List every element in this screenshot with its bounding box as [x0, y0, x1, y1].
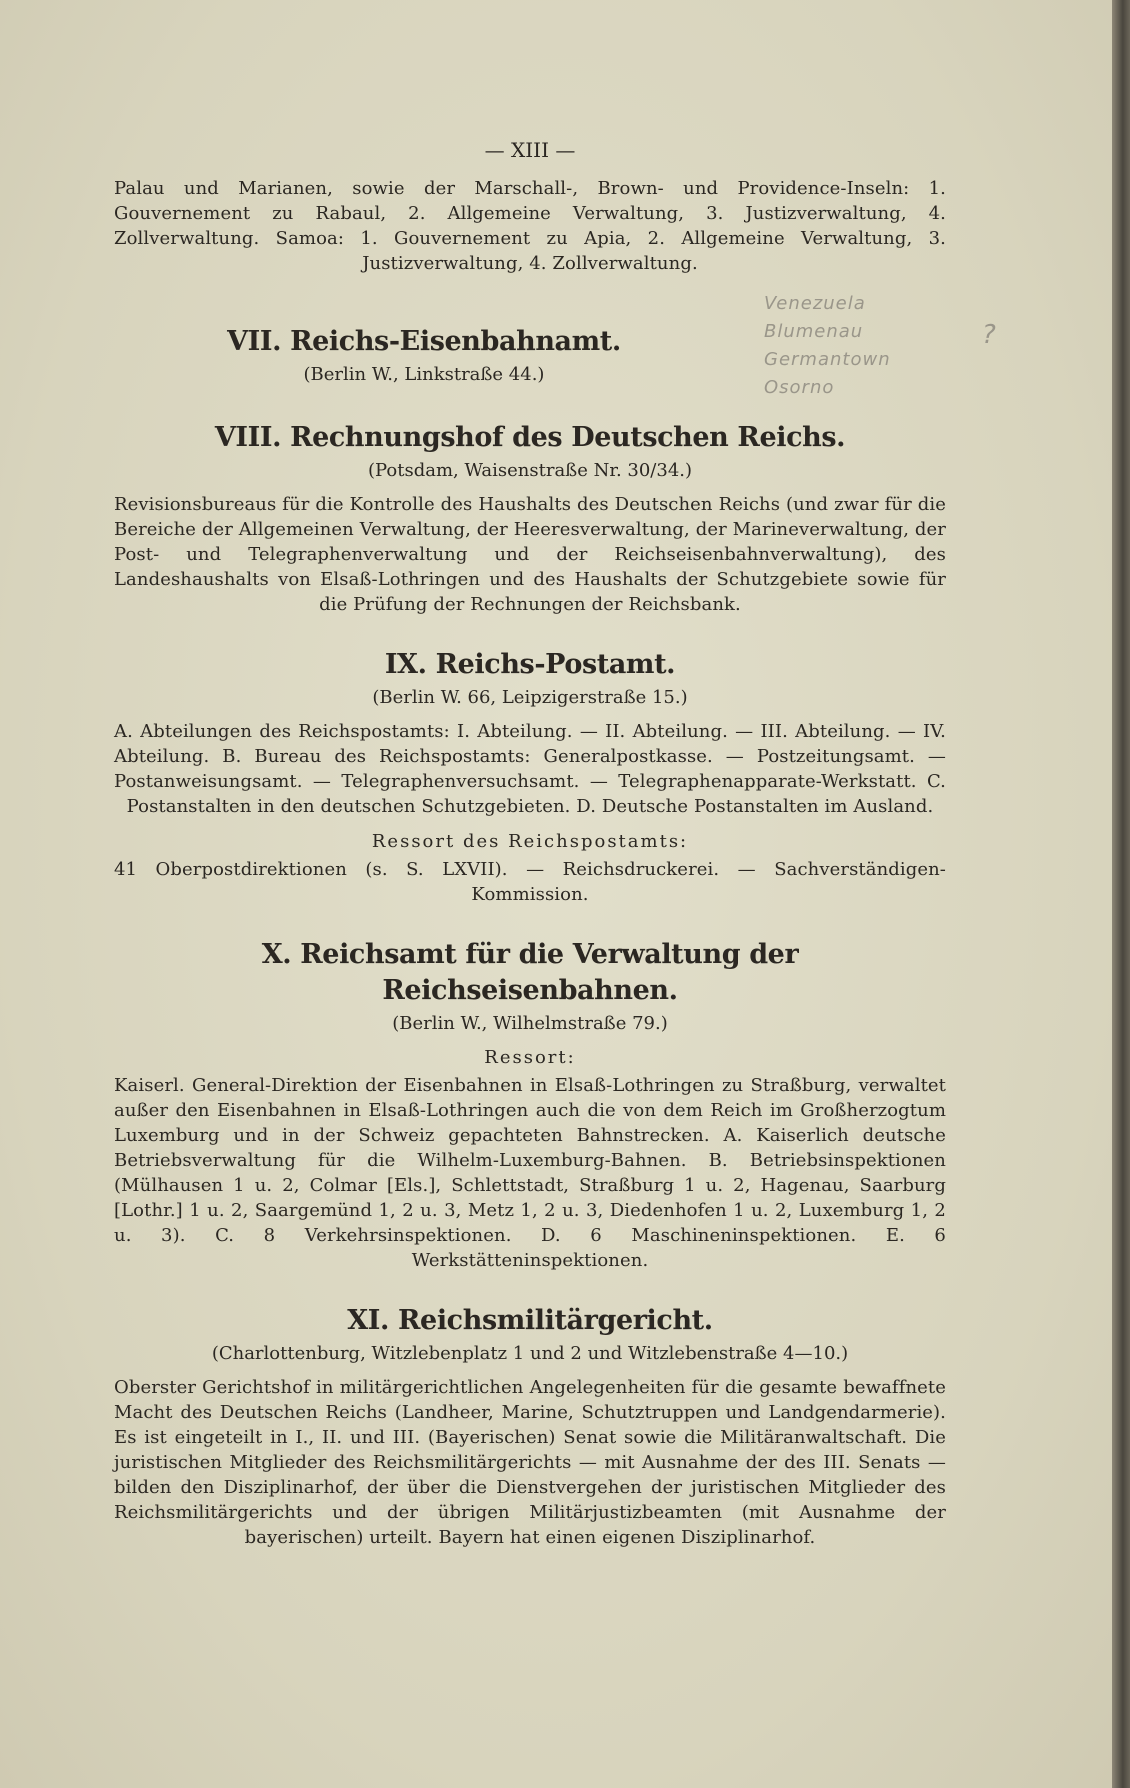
section-heading: VII. Reichs-Eisenbahnamt. — [227, 326, 621, 357]
handwritten-note: Venezuela — [764, 293, 866, 314]
handwritten-note: Blumenau — [764, 321, 864, 342]
section-viii — [114, 420, 946, 617]
handwritten-note: Germantown — [764, 349, 891, 370]
section-address: (Berlin W., Linkstraße 44.) — [303, 364, 545, 385]
section-body: Kaiserl. General-Direktion der Eisenbahnen in Elsaß-Lothringen zu Straßburg, verwaltet außer den Eisenbahnen in Elsaß-Lothringen auch die von dem Reich im Großherzogtum Luxemburg und in der Schweiz gepachteten Bahnstrecken. A. Kaiserlich deutsche Betriebsverwaltung für die Wilhelm-Luxemburg-Bahnen. B. Betriebsinspektionen (Mülhausen 1 u. 2, Colmar [Els.], Schlettstadt, Straßburg 1 u. 2, Hagenau, Saarburg [Lothr.] 1 u. 2, Saargemünd 1, 2 u. 3, Metz 1, 2 u. 3, Diedenhofen 1 u. 2, Luxemburg 1, 2 u. 3). C. 8 Verkehrsinspektionen. D. 6 Maschineninspektionen. E. 6 Werkstätteninspektionen. — [114, 1075, 946, 1271]
section-sub-body: 41 Oberpostdirektionen (s. S. LXVII). — Reichsdruckerei. — Sachverständigen-Kommission. — [114, 859, 946, 905]
section-heading: X. Reichsamt für die Verwaltung der Reichseisenbahnen. — [261, 939, 799, 1006]
section-heading: IX. Reichs-Postamt. — [384, 649, 676, 680]
handwritten-notes — [734, 290, 996, 402]
section-address: (Berlin W., Wilhelmstraße 79.) — [392, 1013, 668, 1034]
section-body: A. Abteilungen des Reichspostamts: I. Abteilung. — II. Abteilung. — III. Abteilung. — IV. Abteilung. B. Bureau des Reichspostamts: Generalpostkasse. — Postzeitungsamt. — Postanweisungsamt. — Telegraphenversuchsamt. — Telegraphenapparate-Werkstatt. C. Postanstalten in den deutschen Schutzgebieten. D. Deutsche Postanstalten im Ausland. — [114, 721, 946, 817]
section-heading: VIII. Rechnungshof des Deutschen Reichs. — [214, 422, 846, 453]
section-subheading: Ressort: — [484, 1047, 576, 1068]
handwritten-note: Osorno — [764, 377, 835, 398]
text-column — [114, 136, 996, 1550]
section-heading: XI. Reichsmilitärgericht. — [347, 1305, 713, 1336]
handwritten-note: ? — [982, 320, 996, 350]
page-edge-shadow — [1112, 0, 1130, 1788]
section-xi — [114, 1303, 946, 1550]
section-body: Oberster Gerichtshof in militärgerichtlichen Angelegenheiten für die gesamte bewaffnete Macht des Deutschen Reichs (Landheer, Marine, Schutztruppen und Landgendarmerie). Es ist eingeteilt in I., II. und III. (Bayerischen) Senat sowie die Militäranwaltschaft. Die juristischen Mitglieder des Reichsmilitärgerichts — mit Ausnahme der des III. Senats — bilden den Disziplinarhof, der über die Dienstvergehen der juristischen Mitglieder des Reichsmilitärgerichts und der übrigen Militärjustizbeamten (mit Ausnahme der bayerischen) urteilt. Bayern hat einen eigenen Disziplinarhof. — [114, 1377, 946, 1548]
section-x — [114, 937, 946, 1273]
section-address: (Berlin W. 66, Leipzigerstraße 15.) — [372, 687, 688, 708]
page-number: — XIII — — [484, 138, 576, 162]
section-subheading: Ressort des Reichspostamts: — [371, 831, 689, 852]
section-ix — [114, 647, 946, 907]
section-address: (Potsdam, Waisenstraße Nr. 30/34.) — [367, 460, 693, 481]
section-vii — [114, 290, 996, 402]
section-address: (Charlottenburg, Witzlebenplatz 1 und 2 und Witzlebenstraße 4—10.) — [211, 1343, 849, 1364]
intro-paragraph: Palau und Marianen, sowie der Marschall-, Brown- und Providence-Inseln: 1. Gouvernement zu Rabaul, 2. Allgemeine Verwaltung, 3. Justizverwaltung, 4. Zollverwaltung. Samoa: 1. Gouvernement zu Apia, 2. Allgemeine Verwaltung, 3. Justizverwaltung, 4. Zollverwaltung. — [114, 178, 946, 274]
section-body: Revisionsbureaus für die Kontrolle des Haushalts des Deutschen Reichs (und zwar für die Bereiche der Allgemeinen Verwaltung, der Heeresverwaltung, der Marineverwaltung, der Post- und Telegraphenverwaltung und der Reichseisenbahnverwaltung), des Landeshaushalts von Elsaß-Lothringen und des Haushalts der Schutzgebiete sowie für die Prüfung der Rechnungen der Reichsbank. — [114, 494, 946, 615]
